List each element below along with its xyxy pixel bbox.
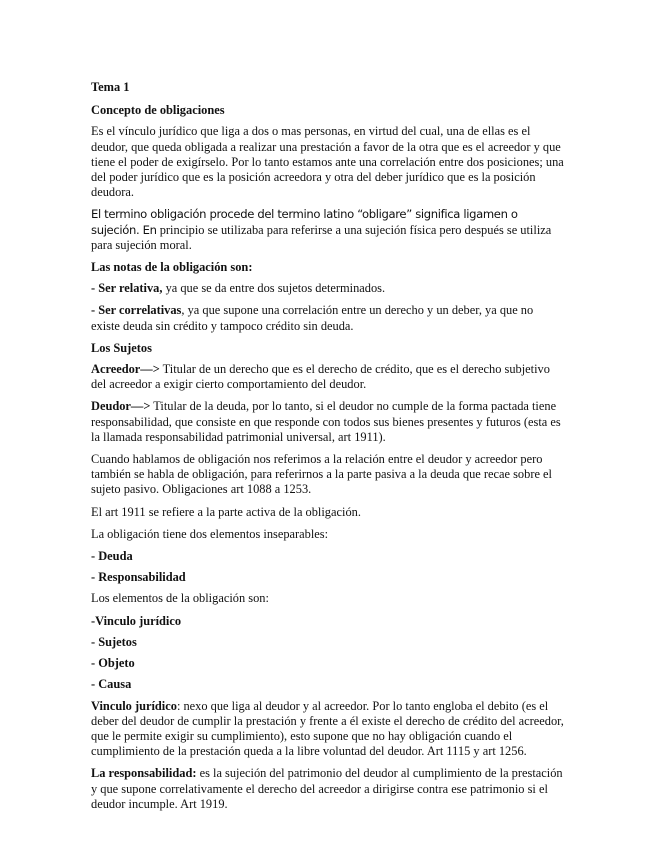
etimologia-paragraph <box>91 207 565 253</box>
deudor-paragraph <box>91 399 565 445</box>
inseparables-paragraph: La obligación tiene dos elementos inseparables: <box>91 526 329 541</box>
responsabilidad-text: es la sujeción del patrimonio del deudor al cumplimiento de la prestación y que supone correlativamente el derecho del acreedor a dirigirse contra ese patrimonio si el deudor incumple. Art 1919. <box>91 766 563 811</box>
nota-correlativas <box>91 303 565 333</box>
nota-relativa <box>91 281 565 296</box>
etimologia-rest: principio se utilizaba para referirse a una sujeción física pero después se utiliza para sujeción moral. <box>91 222 552 252</box>
elemento-objeto: - Objeto <box>91 656 135 671</box>
nota-relativa-term: - Ser relativa, <box>91 281 163 296</box>
acreedor-paragraph <box>91 362 565 392</box>
nota-relativa-text: ya que se da entre dos sujetos determinados. <box>162 281 386 296</box>
nota-correlativas-term: - Ser correlativas <box>91 303 182 318</box>
nota-correlativas-text: , ya que supone una correlación entre un derecho y un deber, ya que no existe deuda sin crédito y tampoco crédito sin deuda. <box>91 303 534 333</box>
deudor-text: Titular de la deuda, por lo tanto, si el deudor no cumple de la forma pactada tiene responsabilidad, que consiste en que responde con todos sus bienes presentes y futuros (esta es la llamada responsabilidad patrimonial universal, art 1911). <box>91 399 561 444</box>
vinculo-text: : nexo que liga al deudor y al acreedor. Por lo tanto engloba el debito (es el deber del deudor de cumplir la prestación y frente a él existe el derecho de crédito del acreedor, que le permite exigir su cumplimiento), esto supone que no hay obligación cuando el cumplimiento de la prestación queda a la libre voluntad del deudor. Art 1115 y art 1256. <box>91 698 564 759</box>
responsabilidad-paragraph <box>91 766 565 812</box>
acreedor-text: Titular de un derecho que es el derecho de crédito, que es el derecho subjetivo del acreedor a exigir cierto comportamiento del deudor. <box>91 362 550 392</box>
cuando-paragraph: Cuando hablamos de obligación nos referimos a la relación entre el deudor y acreedor pero también se habla de obligación, para referirnos a la parte pasiva a la deuda que recae sobre el sujeto pasivo. Obligaciones art 1088 a 1253. <box>91 452 552 497</box>
art1911-paragraph: El art 1911 se refiere a la parte activa de la obligación. <box>91 504 361 519</box>
sujetos-heading: Los Sujetos <box>91 340 152 355</box>
elemento-sujetos: - Sujetos <box>91 634 137 649</box>
elemento-responsabilidad: - Responsabilidad <box>91 570 186 585</box>
responsabilidad-term: La responsabilidad: <box>91 766 197 781</box>
acreedor-term: Acreedor—> <box>91 362 160 377</box>
elementos-paragraph: Los elementos de la obligación son: <box>91 591 269 606</box>
topic-title: Tema 1 <box>91 80 130 94</box>
elemento-deuda: - Deuda <box>91 549 133 564</box>
etimologia-line-1: El termino obligación procede del termino latino “obligare” significa ligamen o sujeción. En <box>91 207 518 237</box>
deudor-term: Deudor—> <box>91 399 151 414</box>
vinculo-paragraph <box>91 699 565 760</box>
elemento-causa: - Causa <box>91 677 132 692</box>
concepto-paragraph: Es el vínculo jurídico que liga a dos o mas personas, en virtud del cual, una de ellas es el deudor, que queda obligada a realizar una prestación a favor de la otra que es el acreedor y que tiene el poder de exigírselo. Por lo tanto estamos ante una correlación entre dos posiciones; una del poder jurídico que es la posición acreedora y otra del deber jurídico que es la posición deudora. <box>91 124 564 200</box>
concepto-heading: Concepto de obligaciones <box>91 103 225 118</box>
notas-heading: Las notas de la obligación son: <box>91 260 253 275</box>
vinculo-term: Vinculo jurídico <box>91 698 177 713</box>
elemento-vinculo: -Vinculo jurídico <box>91 613 182 628</box>
